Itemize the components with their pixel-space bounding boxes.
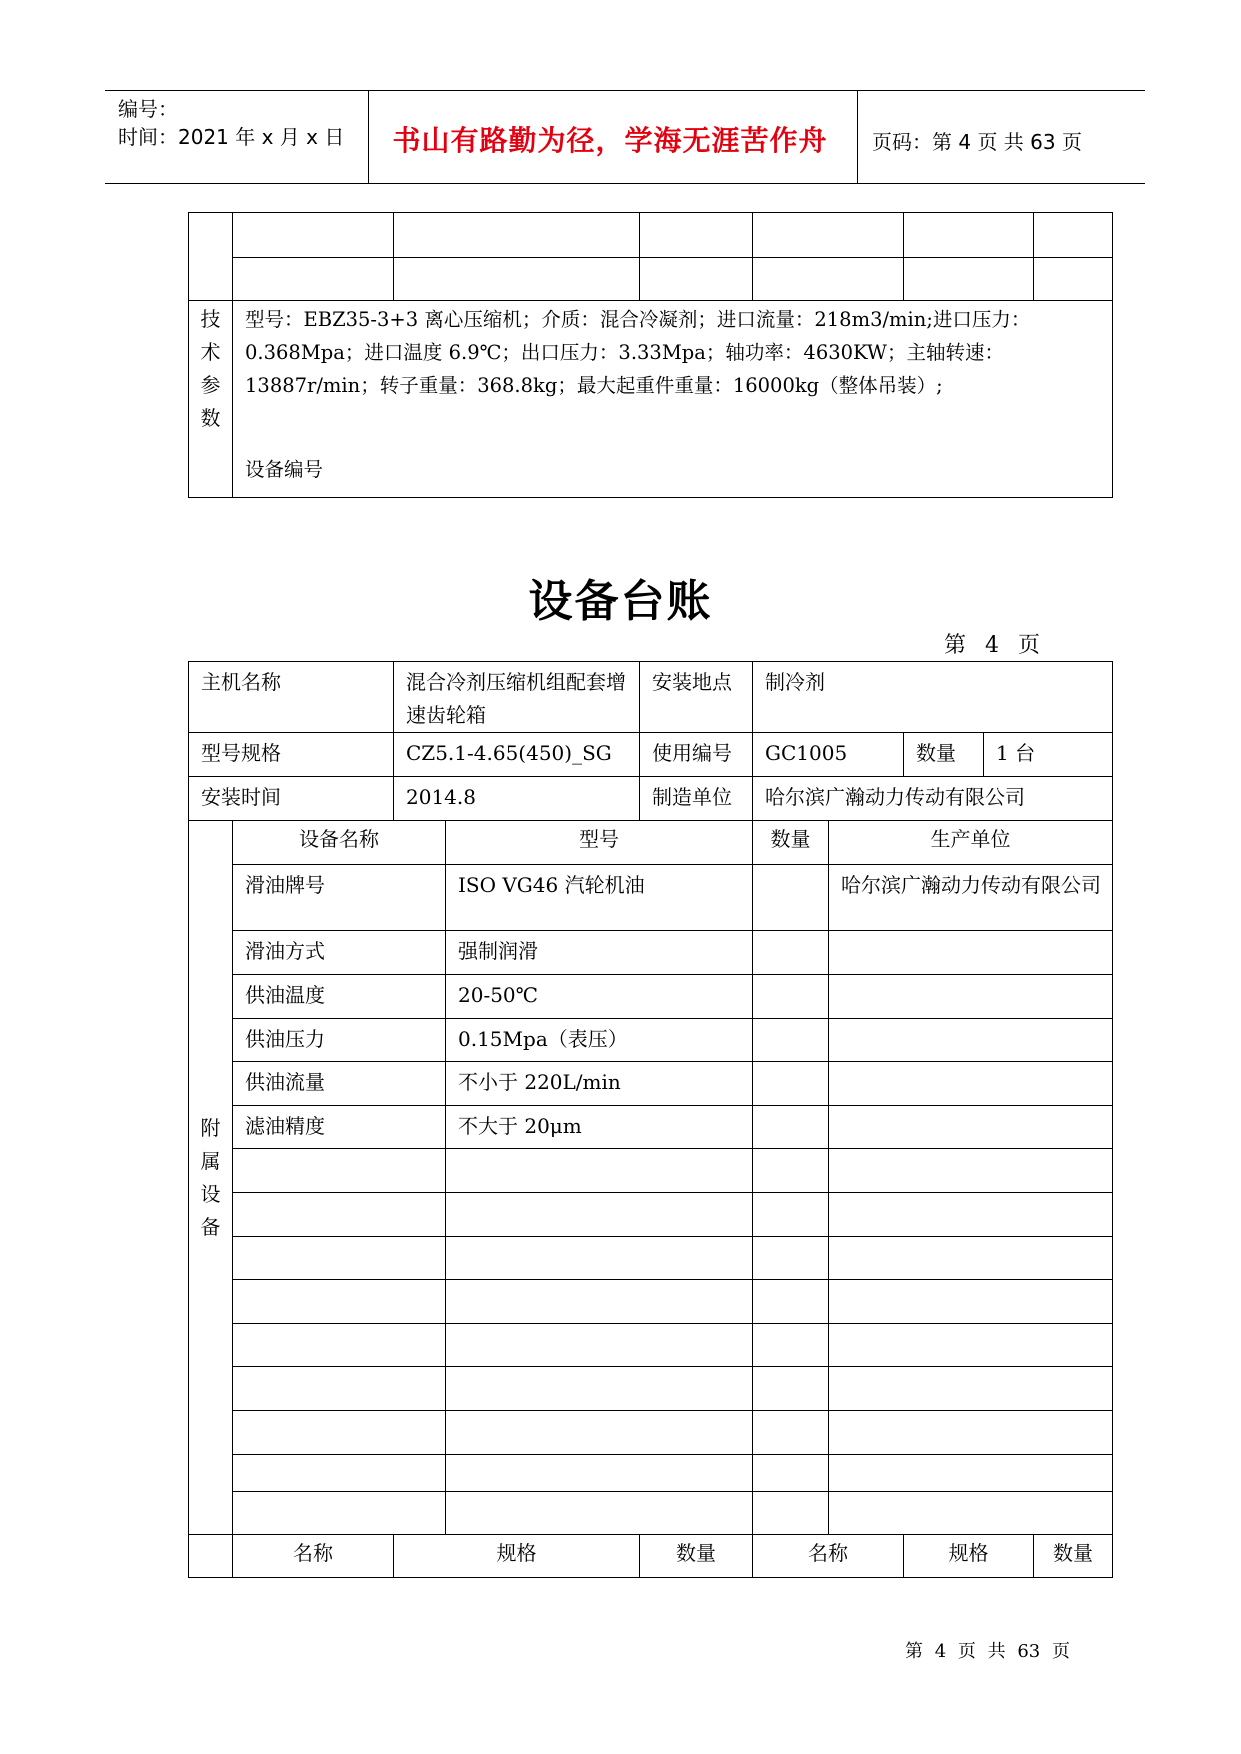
accessory-name: 滑油牌号 xyxy=(233,865,446,931)
table-row xyxy=(189,1492,1113,1535)
model-label: 型号规格 xyxy=(189,733,394,777)
accessory-maker xyxy=(829,1019,1113,1062)
accessory-qty xyxy=(753,931,829,975)
serial-label: 编号： xyxy=(118,97,178,121)
top-table-cell xyxy=(233,213,394,258)
accessory-model: 不小于 220L/min xyxy=(446,1062,753,1106)
bottom-header-qty-2: 数量 xyxy=(1034,1535,1113,1578)
accessory-model: 20-50℃ xyxy=(446,975,753,1019)
host-name-value: 混合冷剂压缩机组配套增速齿轮箱 xyxy=(394,662,640,733)
accessory-qty xyxy=(753,1062,829,1106)
top-table-cell xyxy=(640,258,753,301)
table-row xyxy=(189,1062,1113,1106)
table-row xyxy=(189,1411,1113,1455)
bottom-header-name-2: 名称 xyxy=(753,1535,904,1578)
accessory-name: 滑油方式 xyxy=(233,931,446,975)
accessory-maker xyxy=(829,1106,1113,1149)
top-table-cell xyxy=(1034,258,1113,301)
table-row xyxy=(189,931,1113,975)
top-table-cell xyxy=(394,213,640,258)
top-table-cell xyxy=(904,258,1034,301)
accessory-name: 滤油精度 xyxy=(233,1106,446,1149)
use-no-label: 使用编号 xyxy=(640,733,753,777)
bottom-header-spec-1: 规格 xyxy=(394,1535,640,1578)
accessory-model: 强制润滑 xyxy=(446,931,753,975)
install-place-value: 制冷剂 xyxy=(753,662,1113,733)
accessory-name: 供油压力 xyxy=(233,1019,446,1062)
table-row xyxy=(189,1193,1113,1237)
model-value: CZ5.1-4.65(450)_SG xyxy=(394,733,640,777)
bottom-side-cell xyxy=(189,1535,233,1578)
bottom-header-qty-1: 数量 xyxy=(640,1535,753,1578)
accessory-header-model: 型号 xyxy=(446,821,753,865)
top-table-cell xyxy=(753,258,904,301)
maker-label: 制造单位 xyxy=(640,777,753,821)
header-top-rule xyxy=(105,90,1145,91)
bottom-header-name-1: 名称 xyxy=(233,1535,394,1578)
maker-value: 哈尔滨广瀚动力传动有限公司 xyxy=(753,777,1113,821)
tech-params-cell xyxy=(233,301,1113,498)
accessory-header-qty: 数量 xyxy=(753,821,829,865)
header-bottom-rule xyxy=(105,183,1145,184)
accessory-header-name: 设备名称 xyxy=(233,821,446,865)
time-label: 时间：2021 年 x 月 x 日 xyxy=(118,125,345,149)
accessory-model: ISO VG46 汽轮机油 xyxy=(446,865,753,931)
install-time-value: 2014.8 xyxy=(394,777,640,821)
table-row xyxy=(189,1149,1113,1193)
use-no-value: GC1005 xyxy=(753,733,904,777)
header-motto: 书山有路勤为径，学海无涯苦作舟 xyxy=(392,124,828,157)
accessory-qty xyxy=(753,1106,829,1149)
top-table-side-cell xyxy=(189,213,233,301)
table-row xyxy=(189,1237,1113,1280)
tech-params-label: 技 术 参 数 xyxy=(189,301,233,498)
table-row xyxy=(189,1324,1113,1367)
header-page-info: 页码：第 4 页 共 63 页 xyxy=(872,130,1082,154)
accessory-maker: 哈尔滨广瀚动力传动有限公司 xyxy=(829,865,1113,931)
table-row xyxy=(189,1367,1113,1411)
table-row xyxy=(189,1455,1113,1492)
top-table-cell xyxy=(640,213,753,258)
accessory-maker xyxy=(829,931,1113,975)
accessory-header-maker: 生产单位 xyxy=(829,821,1113,865)
table-row xyxy=(189,1019,1113,1062)
table-row xyxy=(189,975,1113,1019)
header-divider-2 xyxy=(857,90,858,183)
page-number: 第 4 页 xyxy=(944,633,1040,658)
accessory-name: 供油温度 xyxy=(233,975,446,1019)
top-table-cell xyxy=(753,213,904,258)
page-title: 设备台账 xyxy=(528,576,713,627)
ledger-table xyxy=(188,661,1113,1578)
qty-value: 1 台 xyxy=(984,733,1113,777)
accessory-qty xyxy=(753,975,829,1019)
accessory-model: 0.15Mpa（表压） xyxy=(446,1019,753,1062)
tech-params-text: 型号：EBZ35-3+3 离心压缩机；介质：混合冷凝剂；进口流量：218m3/min;进口压力：0.368Mpa；进口温度 6.9℃；出口压力：3.33Mpa；轴功率：4630KW；主轴转速：13887r/min；转子重量：368.8kg；最大起重件重量：16000kg（整体吊装）; xyxy=(245,308,1031,397)
bottom-header-spec-2: 规格 xyxy=(904,1535,1034,1578)
host-name-label: 主机名称 xyxy=(189,662,394,733)
accessory-side-label: 附 属 设 备 xyxy=(189,821,233,1535)
accessory-maker xyxy=(829,975,1113,1019)
accessory-qty xyxy=(753,1019,829,1062)
table-row xyxy=(189,1106,1113,1149)
accessory-model: 不大于 20μm xyxy=(446,1106,753,1149)
header-divider-1 xyxy=(368,90,369,183)
table-row xyxy=(189,1280,1113,1324)
accessory-maker xyxy=(829,1062,1113,1106)
qty-label: 数量 xyxy=(904,733,984,777)
install-place-label: 安装地点 xyxy=(640,662,753,733)
device-number-label: 设备编号 xyxy=(245,458,324,481)
top-table-cell xyxy=(394,258,640,301)
table-row xyxy=(189,865,1113,931)
top-table-cell xyxy=(233,258,394,301)
top-table-cell xyxy=(1034,213,1113,258)
top-table-cell xyxy=(904,213,1034,258)
top-table xyxy=(188,212,1113,498)
install-time-label: 安装时间 xyxy=(189,777,394,821)
accessory-qty xyxy=(753,865,829,931)
accessory-name: 供油流量 xyxy=(233,1062,446,1106)
page-footer: 第 4 页 共 63 页 xyxy=(905,1641,1070,1662)
